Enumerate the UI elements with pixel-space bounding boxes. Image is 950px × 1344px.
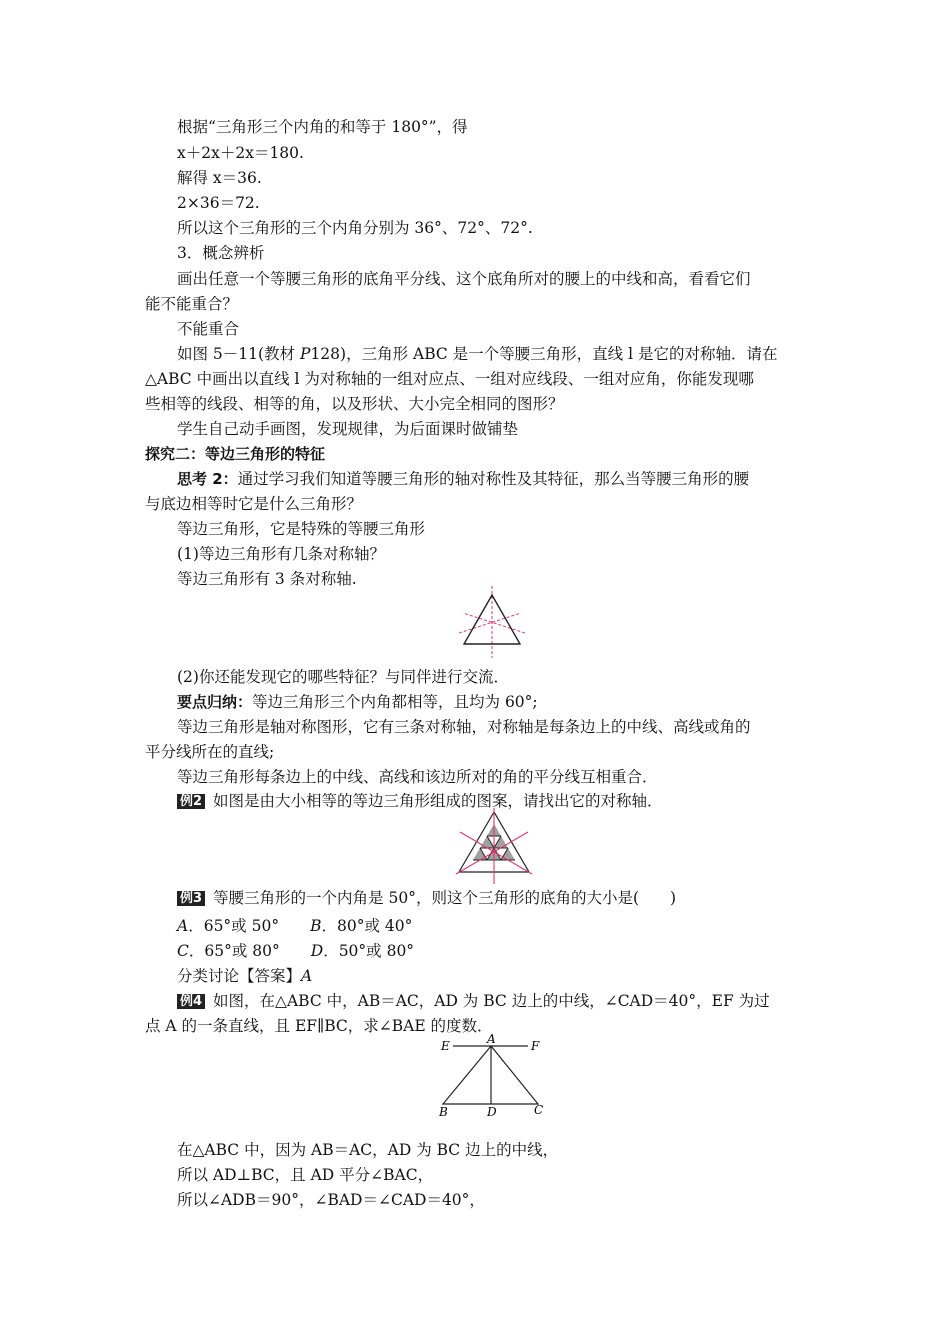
shaded-triangle: [473, 848, 487, 860]
text-line: 能不能重合？: [145, 295, 239, 313]
text-line: [177, 692, 538, 712]
text-line: 等边三角形是轴对称图形，它有三条对称轴，对称轴是每条边上的中线、高线或角的: [177, 718, 751, 736]
section-heading: 3．概念辨析: [177, 244, 265, 262]
text-line: x＋2x＋2x＝180.: [177, 144, 304, 162]
text-line: 画出任意一个等腰三角形的底角平分线、这个底角所对的腰上的中线和高，看看它们: [177, 270, 751, 288]
example-badge: 例4: [177, 994, 205, 1009]
option-letter: C: [177, 942, 189, 960]
text-line: 等边三角形，它是特殊的等腰三角形: [177, 520, 426, 538]
text-line: (2)你还能发现它的哪些特征？与同伴进行交流．: [177, 668, 509, 686]
answer-options-row: [177, 941, 414, 961]
text-line: 等边三角形每条边上的中线、高线和该边所对的角的平分线互相重合．: [177, 768, 658, 786]
text-line: 与底边相等时它是什么三角形？: [145, 495, 363, 513]
text-span: 等边三角形三个内角都相等，且均为 60°;: [252, 693, 538, 711]
text-line: [177, 344, 777, 364]
text-line: 2×36＝72.: [177, 194, 260, 212]
label-f: F: [531, 1039, 540, 1053]
text-span: 如图 5－11(教材: [177, 345, 300, 363]
text-line: [177, 888, 676, 908]
text-span: 如图是由大小相等的等边三角形组成的图案，请找出它的对称轴．: [213, 792, 663, 810]
text-line: 些相等的线段、相等的角，以及形状、大小完全相同的图形？: [145, 395, 564, 413]
triangle-pattern-figure: [454, 808, 534, 886]
shaded-triangle: [494, 836, 508, 848]
text-line: [177, 791, 663, 811]
label-c: C: [534, 1103, 544, 1117]
text-line: 不能重合: [177, 320, 240, 338]
label-d: D: [487, 1105, 497, 1119]
equilateral-triangle-axes-figure: [455, 584, 529, 660]
label-b: B: [439, 1105, 448, 1119]
answer-letter: A: [301, 967, 313, 985]
shaded-triangle: [480, 836, 494, 848]
option-text: ．80°或 40°: [321, 917, 413, 935]
answer-options-row: [177, 916, 412, 936]
text-line: 根据“三角形三个内角的和等于 180°”，得: [177, 118, 468, 136]
text-line: 点 A 的一条直线，且 EF∥BC，求∠BAE 的度数．: [145, 1017, 493, 1035]
text-line: 所以∠ADB＝90°，∠BAD＝∠CAD＝40°，: [177, 1191, 485, 1209]
text-span: 128)，三角形 ABC 是一个等腰三角形，直线 l 是它的对称轴．请在: [310, 345, 778, 363]
text-line: [177, 469, 749, 489]
text-line: 学生自己动手画图，发现规律，为后面课时做铺垫: [177, 420, 519, 438]
shaded-triangle: [501, 848, 515, 860]
text-line: 平分线所在的直线;: [145, 743, 275, 761]
text-line: 等边三角形有 3 条对称轴.: [177, 570, 357, 588]
text-span: 如图，在△ABC 中，AB＝AC，AD 为 BC 边上的中线，∠CAD＝40°，EF 为过: [213, 992, 770, 1010]
symmetry-axis: [460, 832, 532, 874]
option-text: ．65°或 50°: [188, 917, 311, 935]
text-span: P: [300, 345, 311, 363]
text-span: 思考 2：: [177, 470, 238, 488]
text-line: 所以 AD⊥BC，且 AD 平分∠BAC，: [177, 1166, 434, 1184]
option-text: ．50°或 80°: [323, 942, 415, 960]
option-letter: B: [310, 917, 322, 935]
text-line: 解得 x＝36.: [177, 169, 262, 187]
symmetry-axis: [456, 832, 528, 874]
option-letter: A: [177, 917, 189, 935]
text-line: 在△ABC 中，因为 AB＝AC，AD 为 BC 边上的中线，: [177, 1141, 559, 1159]
example-badge: 例2: [177, 794, 205, 809]
text-line: (1)等边三角形有几条对称轴？: [177, 545, 385, 563]
option-letter: D: [310, 942, 324, 960]
text-span: 等腰三角形的一个内角是 50°，则这个三角形的底角的大小是( ): [213, 889, 677, 907]
example-badge: 例3: [177, 891, 205, 906]
text-span: 通过学习我们知道等腰三角形的轴对称性及其特征，那么当等腰三角形的腰: [237, 470, 750, 488]
text-line: [177, 966, 312, 986]
triangle-abc-figure: [436, 1034, 548, 1120]
text-line: 所以这个三角形的三个内角分别为 36°、72°、72°.: [177, 219, 533, 237]
section-heading: 探究二：等边三角形的特征: [145, 445, 326, 463]
label-e: E: [441, 1039, 450, 1053]
label-a: A: [487, 1034, 496, 1046]
text-line: [177, 991, 770, 1011]
text-line: △ABC 中画出以直线 l 为对称轴的一组对应点、一组对应线段、一组对应角，你能发现哪: [145, 370, 754, 388]
option-text: ．65°或 80°: [188, 942, 311, 960]
text-span: 要点归纳：: [177, 693, 253, 711]
text-span: 分类讨论【答案】: [177, 967, 302, 985]
